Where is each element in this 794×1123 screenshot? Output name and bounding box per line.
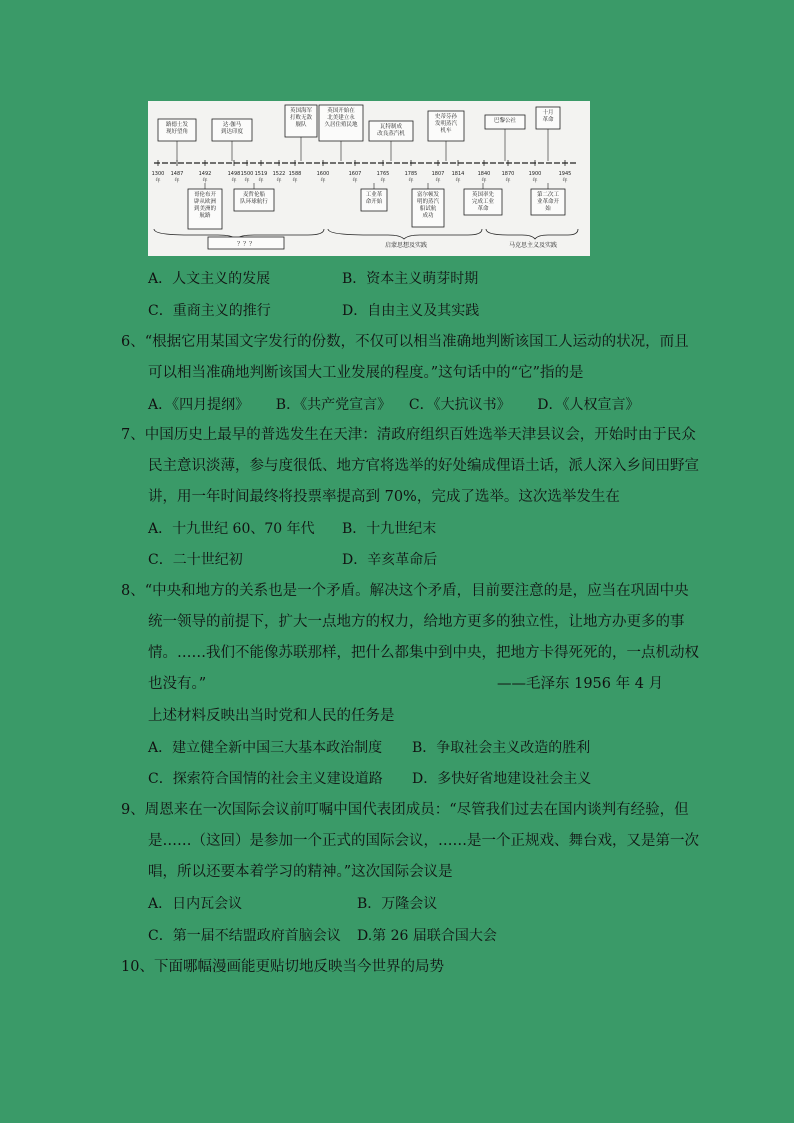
q8-stem-line3: 情。……我们不能像苏联那样，把什么都集中到中央，把地方卡得死死的，一点机动权 (148, 645, 699, 661)
q9-stem-line1: 9、周恩来在一次国际会议前叮嘱中国代表团成员：“尽管我们过去在国内谈判有经验，但 (121, 802, 689, 818)
q8-source: ——毛泽东 1956 年 4 月 (497, 676, 664, 692)
q9-option-c: C．第一届不结盟政府首脑会议 (148, 928, 341, 944)
timeline-year-suffix: 年 (258, 178, 264, 184)
timeline-top-event-text: 巴黎公社 (493, 118, 517, 124)
timeline-year-label: 1519 (254, 171, 268, 177)
timeline-year-label: 1807 (431, 171, 445, 177)
q8-option-b: B．争取社会主义改造的胜利 (412, 740, 591, 756)
timeline-year-label: 1765 (376, 171, 390, 177)
timeline-year-label: 1500 (240, 171, 254, 177)
timeline-year-label: 1814 (451, 171, 465, 177)
timeline-bottom-event-text: 第二次工业革命开始 (536, 192, 560, 212)
timeline-year-suffix: 年 (155, 178, 161, 184)
timeline-bottom-event-text: 哥伦布开辟从欧洲到美洲的航路 (193, 192, 217, 219)
timeline-top-event-text: 十月革命 (542, 110, 554, 123)
timeline-year-suffix: 年 (408, 178, 414, 184)
bracket-label-unknown: ？？？ (236, 241, 256, 248)
timeline-bottom-event-text: 英国率先完成工业革命 (471, 192, 495, 212)
timeline-year-label: 1900 (528, 171, 542, 177)
q8-stem-line4: 也没有。” (148, 676, 207, 692)
q8-stem-line5: 上述材料反映出当时党和人民的任务是 (148, 708, 395, 724)
q9-option-b: B．万隆会议 (357, 896, 438, 912)
timeline-year-label: 1945 (558, 171, 572, 177)
timeline-year-suffix: 年 (435, 178, 441, 184)
timeline-year-suffix: 年 (532, 178, 538, 184)
q7-option-b: B．十九世纪末 (342, 521, 437, 537)
timeline-year-suffix: 年 (231, 178, 237, 184)
timeline-bottom-event-text: 富尔顿发明的蒸汽船试航成功 (416, 192, 440, 219)
timeline-top-event-text: 英国海军打败无敌舰队 (289, 108, 313, 128)
timeline-year-label: 1588 (288, 171, 302, 177)
q9-option-d: D.第 26 届联合国大会 (357, 928, 497, 944)
q8-option-c: C．探索符合国情的社会主义建设道路 (148, 771, 383, 787)
timeline-year-label: 1522 (272, 171, 286, 177)
q9-stem-line3: 唱，所以还要本着学习的精神。”这次国际会议是 (148, 864, 453, 880)
timeline-year-label: 1300 (151, 171, 165, 177)
q7-stem-line1: 7、中国历史上最早的普选发生在天津：清政府组织百姓选举天津县议会，开始时由于民众 (121, 427, 696, 443)
q6-stem-line1: 6、“根据它用某国文字发行的份数，不仅可以相当准确地判断该国工人运动的状况，而且 (121, 334, 689, 350)
timeline-bottom-event-text: 工业革命开始 (365, 192, 383, 205)
timeline-top-event-text: 路德士发现好望角 (165, 122, 189, 135)
timeline-top-event-text: 达·伽马到达印度 (220, 122, 244, 135)
timeline-year-suffix: 年 (244, 178, 250, 184)
timeline-year-label: 1492 (198, 171, 212, 177)
q10-stem-line1: 10、下面哪幅漫画能更贴切地反映当今世界的局势 (121, 959, 444, 975)
timeline-year-suffix: 年 (320, 178, 326, 184)
timeline-top-event-text: 史蒂芬孙发明蒸汽机车 (434, 114, 458, 134)
timeline-figure (148, 101, 590, 256)
q8-stem-line1: 8、“中央和地方的关系也是一个矛盾。解决这个矛盾，目前要注意的是，应当在巩固中央 (121, 583, 689, 599)
q7-option-d: D．辛亥革命后 (342, 552, 438, 568)
q9-option-a: A．日内瓦会议 (148, 896, 243, 912)
timeline-year-suffix: 年 (481, 178, 487, 184)
bracket-label-enlightenment: 启蒙思想及实践 (384, 242, 428, 249)
q6-options: A．《四月提纲》 B．《共产党宣言》 C．《大抗议书》 D．《人权宣言》 (148, 397, 640, 413)
q9-stem-line2: 是……（这回）是参加一个正式的国际会议，……是一个正规戏、舞台戏，又是第一次 (148, 833, 699, 849)
timeline-year-suffix: 年 (292, 178, 298, 184)
timeline-year-label: 1785 (404, 171, 418, 177)
q7-stem-line2: 民主意识淡薄，参与度很低、地方官将选举的好处编成俚语土话，派人深入乡间田野宣 (148, 458, 699, 474)
bracket-middle (328, 229, 482, 239)
q5-option-b: B．资本主义萌芽时期 (342, 271, 479, 287)
timeline-year-label: 1840 (477, 171, 491, 177)
q7-option-c: C．二十世纪初 (148, 552, 243, 568)
timeline-svg (148, 101, 590, 256)
q5-option-d: D．自由主义及其实践 (342, 303, 480, 319)
q8-option-a: A．建立健全新中国三大基本政治制度 (148, 740, 383, 756)
timeline-year-suffix: 年 (562, 178, 568, 184)
timeline-year-suffix: 年 (505, 178, 511, 184)
q7-stem-line3: 讲，用一年时间最终将投票率提高到 70%，完成了选举。这次选举发生在 (148, 489, 620, 505)
q7-option-a: A．十九世纪 60、70 年代 (148, 521, 315, 537)
timeline-bottom-event-text: 麦哲伦船队环球航行 (240, 192, 268, 205)
q5-option-a: A．人文主义的发展 (148, 271, 271, 287)
timeline-year-suffix: 年 (455, 178, 461, 184)
q5-option-c: C．重商主义的推行 (148, 303, 271, 319)
timeline-year-suffix: 年 (276, 178, 282, 184)
timeline-year-suffix: 年 (202, 178, 208, 184)
timeline-year-label: 1600 (316, 171, 330, 177)
q8-option-d: D．多快好省地建设社会主义 (412, 771, 592, 787)
q6-stem-line2: 可以相当准确地判断该国大工业发展的程度。”这句话中的“它”指的是 (148, 365, 584, 381)
timeline-year-suffix: 年 (352, 178, 358, 184)
timeline-year-suffix: 年 (380, 178, 386, 184)
bracket-right (486, 229, 578, 239)
timeline-year-label: 1870 (501, 171, 515, 177)
bracket-label-marxism: 马克思主义及实践 (508, 242, 558, 249)
timeline-top-event-text: 瓦特制成改良蒸汽机 (377, 124, 405, 137)
timeline-year-label: 1487 (170, 171, 184, 177)
timeline-year-suffix: 年 (174, 178, 180, 184)
q8-stem-line2: 统一领导的前提下，扩大一点地方的权力，给地方更多的独立性，让地方办更多的事 (148, 614, 685, 630)
timeline-year-label: 1498 (227, 171, 241, 177)
timeline-top-event-text: 英国开始在北美建立永久居住殖民地 (324, 108, 358, 128)
timeline-year-label: 1607 (348, 171, 362, 177)
